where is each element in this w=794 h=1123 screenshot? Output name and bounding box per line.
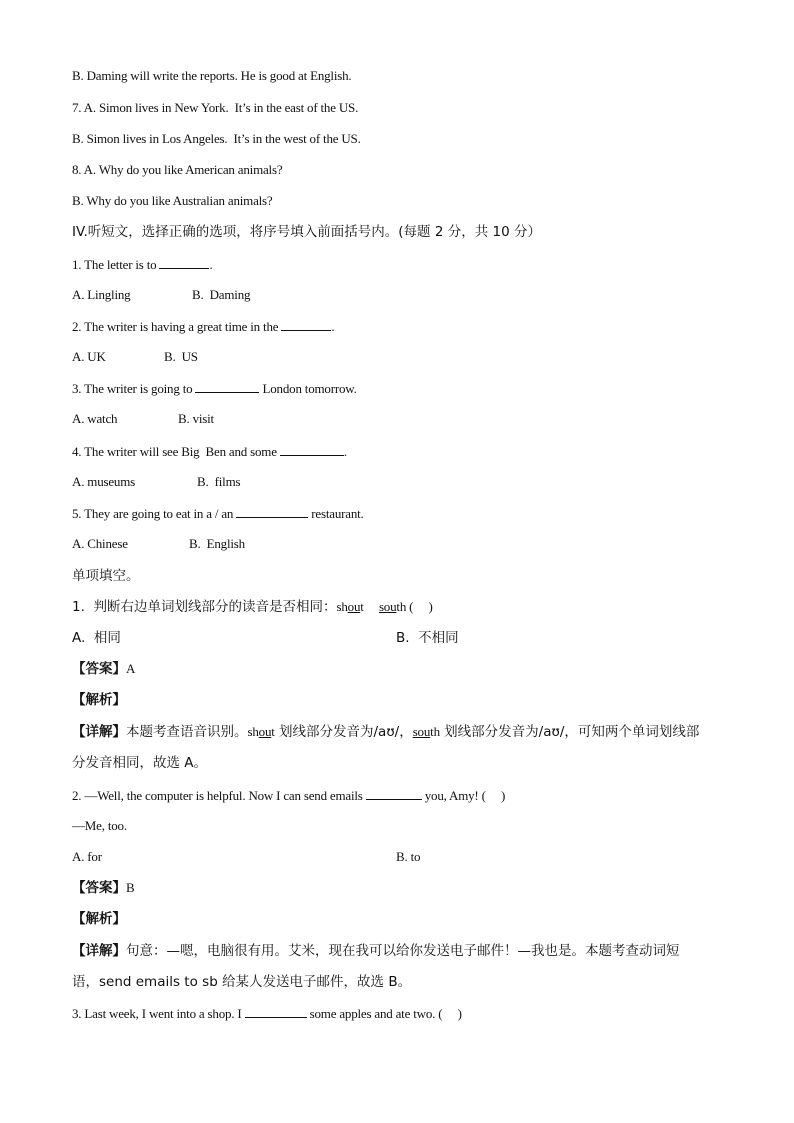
listening-q4-option-b: B. films [197,474,241,489]
question-7a: 7. A. Simon lives in New York. It’s in the east of the US. [72,100,359,115]
answer-blank [280,443,344,456]
single-question-1: 1. 判断右边单词划线部分的读音是否相同：shout south ( ) [72,599,433,615]
single-q1-detail-line1: 【详解】本题考查语音识别。shout 划线部分发音为/aʊ/，south 划线部分发音为/aʊ/，可知两个单词划线部 [72,724,700,740]
single-q2-analysis-tag: 【解析】 [72,911,126,927]
single-q2-reply: —Me, too. [72,818,127,833]
single-q1-analysis-tag: 【解析】 [72,692,126,708]
single-q1-option-a: A. 相同 [72,630,121,646]
option-8b: B. Why do you like Australian animals? [72,193,273,208]
listening-q2-option-a: A. UK [72,349,106,364]
listening-q3-option-b: B. visit [178,411,214,426]
listening-q4-option-a: A. museums [72,474,136,489]
single-q1-detail-line2: 分发音相同，故选 A。 [72,755,208,771]
single-q1-answer: 【答案】A [72,661,136,677]
answer-blank [281,318,331,331]
answer-blank [366,787,422,800]
listening-q5-option-a: A. Chinese [72,536,128,551]
single-q2-answer: 【答案】B [72,880,135,896]
listening-q1-option-b: B. Daming [192,287,251,302]
single-q2-detail-line1: 【详解】句意：—嗯，电脑很有用。艾米，现在我可以给你发送电子邮件！—我也是。本题考查动词短 [72,943,680,959]
listening-q3-option-a: A. watch [72,411,118,426]
answer-blank [195,380,259,393]
section-iv-heading: IV.听短文，选择正确的选项，将序号填入前面括号内。(每题 2 分，共 10 分） [72,224,541,240]
listening-q5-option-b: B. English [189,536,245,551]
listening-q2-option-b: B. US [164,349,198,364]
single-q2-option-a: A. for [72,849,102,864]
listening-q1-option-a: A. Lingling [72,287,131,302]
single-question-3: 3. Last week, I went into a shop. I some apples and ate two. ( ) [72,1006,462,1021]
option-7b: B. Simon lives in Los Angeles. It’s in the west of the US. [72,131,361,146]
listening-question-2: 2. The writer is having a great time in the . [72,319,335,334]
question-8a: 8. A. Why do you like American animals? [72,162,283,177]
answer-blank [159,256,209,269]
listening-question-1: 1. The letter is to . [72,257,213,272]
listening-question-3: 3. The writer is going to London tomorrow. [72,381,357,396]
single-question-2: 2. —Well, the computer is helpful. Now I can send emails you, Amy! ( ) [72,788,506,803]
single-q2-option-b: B. to [396,849,421,864]
option-6b: B. Daming will write the reports. He is good at English. [72,68,352,83]
listening-question-5: 5. They are going to eat in a / an restaurant. [72,506,364,521]
listening-question-4: 4. The writer will see Big Ben and some . [72,444,347,459]
answer-blank [245,1005,307,1018]
single-q1-option-b: B. 不相同 [396,630,459,646]
single-choice-heading: 单项填空。 [72,568,140,584]
answer-blank [236,505,308,518]
single-q2-detail-line2: 语，send emails to sb 给某人发送电子邮件，故选 B。 [72,974,412,990]
